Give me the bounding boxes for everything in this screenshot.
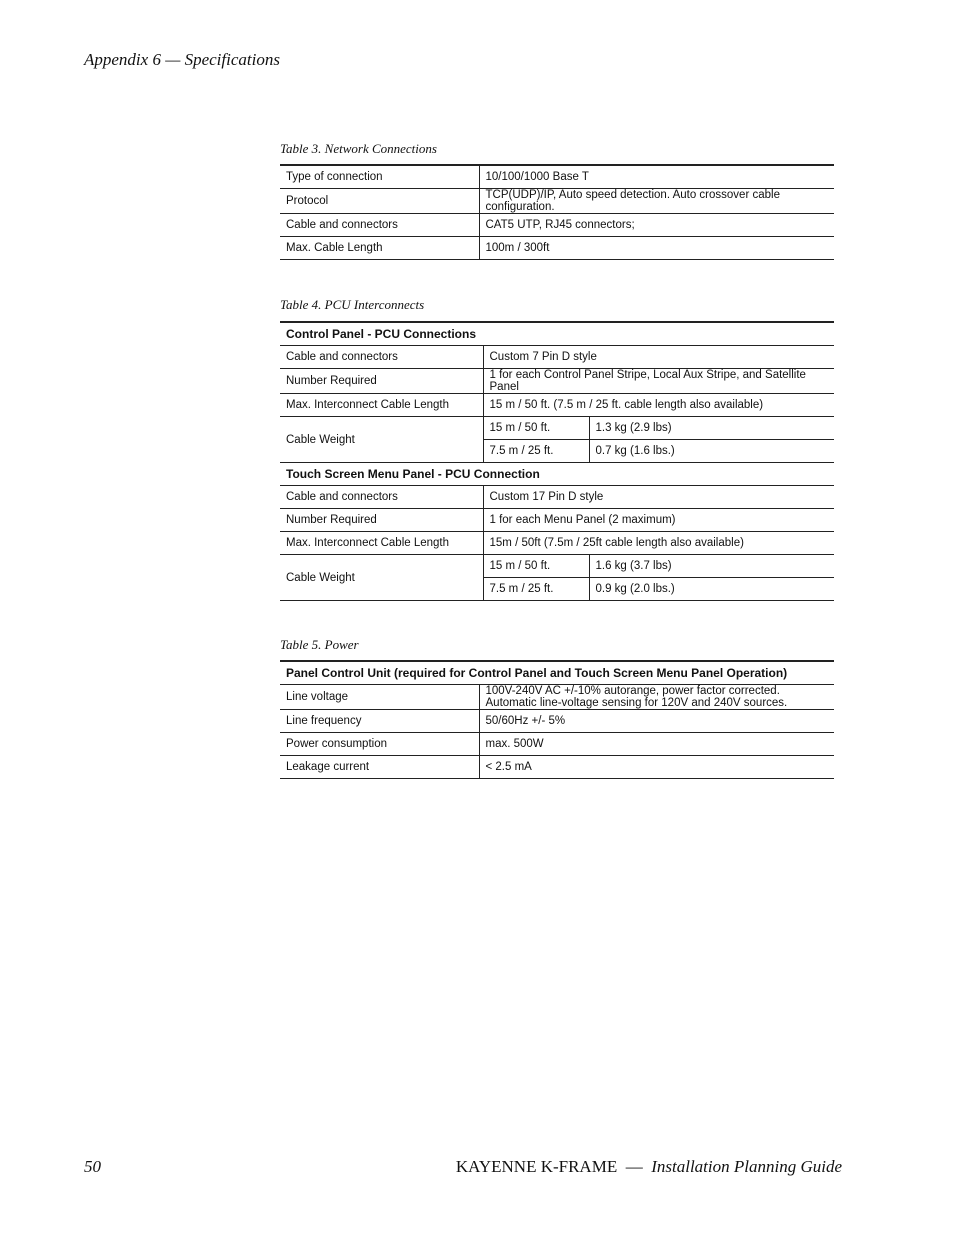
table-row (280, 214, 834, 237)
table-row (280, 532, 834, 555)
table-cell-value: < 2.5 mA (479, 756, 834, 779)
running-head: Appendix 6 — Specifications (84, 50, 280, 69)
table-cell-value: 1 for each Menu Panel (2 maximum) (483, 509, 834, 532)
table-cell-value: 50/60Hz +/- 5% (479, 710, 834, 733)
table-cell-label: Number Required (280, 369, 483, 394)
table-row (280, 733, 834, 756)
table-cell-label: Cable and connectors (280, 214, 479, 237)
table-cell-length: 15 m / 50 ft. (483, 417, 589, 440)
table-cell-value: 100m / 300ft (479, 237, 834, 260)
section-title: Control Panel - PCU Connections (280, 322, 834, 346)
table-row (280, 369, 834, 394)
table-row (280, 237, 834, 260)
table-cell-value: max. 500W (479, 733, 834, 756)
network-connections-table (280, 164, 834, 260)
table-row (280, 486, 834, 509)
table5-caption: Table 5. Power (280, 637, 359, 652)
table-cell-length: 7.5 m / 25 ft. (483, 440, 589, 463)
table3-caption: Table 3. Network Connections (280, 141, 437, 156)
table-cell-label: Max. Interconnect Cable Length (280, 394, 483, 417)
table-cell-label: Leakage current (280, 756, 479, 779)
table-section-header (280, 322, 834, 346)
table-cell-value: TCP(UDP)/IP, Auto speed detection. Auto crossover cable configuration. (479, 189, 834, 214)
footer-guide: Installation Planning Guide (651, 1157, 842, 1176)
table-row (280, 509, 834, 532)
footer-product: KAYENNE K-FRAME (455, 1157, 618, 1176)
table-cell-value: CAT5 UTP, RJ45 connectors; (479, 214, 834, 237)
table-section-header (280, 661, 834, 685)
table-cell-label: Power consumption (280, 733, 479, 756)
table-row (280, 189, 834, 214)
pcu-interconnects-table (280, 321, 834, 601)
table-cell-label: Max. Interconnect Cable Length (280, 532, 483, 555)
table-row (280, 165, 834, 189)
table-cell-label: Cable and connectors (280, 486, 483, 509)
table-cell-value: Custom 17 Pin D style (483, 486, 834, 509)
table-cell-value: Custom 7 Pin D style (483, 346, 834, 369)
table-cell-weight: 1.6 kg (3.7 lbs) (589, 555, 834, 578)
table-row (280, 685, 834, 710)
table-cell-value: 15 m / 50 ft. (7.5 m / 25 ft. cable length also available) (483, 394, 834, 417)
page-number: 50 (84, 1157, 101, 1176)
table-cell-length: 15 m / 50 ft. (483, 555, 589, 578)
table-row (280, 555, 834, 578)
table-cell-label: Type of connection (280, 165, 479, 189)
table-cell-value: 100V-240V AC +/-10% autorange, power factor corrected. Automatic line-voltage sensing for 120V and 240V sources. (479, 685, 834, 710)
table-cell-label: Max. Cable Length (280, 237, 479, 260)
table-cell-value: 1 for each Control Panel Stripe, Local Aux Stripe, and Satellite Panel (483, 369, 834, 394)
section-title: Touch Screen Menu Panel - PCU Connection (280, 463, 834, 486)
table-row (280, 756, 834, 779)
table-row (280, 417, 834, 440)
table-cell-value: 15m / 50ft (7.5m / 25ft cable length also available) (483, 532, 834, 555)
table-row (280, 394, 834, 417)
table-cell-label: Protocol (280, 189, 479, 214)
table4-caption: Table 4. PCU Interconnects (280, 297, 425, 312)
table-cell-label: Line frequency (280, 710, 479, 733)
footer-separator: — (625, 1157, 643, 1176)
table-cell-label: Cable Weight (280, 555, 483, 601)
section-title: Panel Control Unit (required for Control Panel and Touch Screen Menu Panel Operation) (280, 661, 834, 685)
table-cell-value: 10/100/1000 Base T (479, 165, 834, 189)
table-cell-label: Number Required (280, 509, 483, 532)
table-cell-label: Cable Weight (280, 417, 483, 463)
table-cell-weight: 0.7 kg (1.6 lbs.) (589, 440, 834, 463)
footer-title (456, 1157, 842, 1177)
table-row (280, 346, 834, 369)
table-section-header (280, 463, 834, 486)
table-cell-label: Line voltage (280, 685, 479, 710)
table-cell-weight: 0.9 kg (2.0 lbs.) (589, 578, 834, 601)
table-cell-weight: 1.3 kg (2.9 lbs) (589, 417, 834, 440)
table-cell-label: Cable and connectors (280, 346, 483, 369)
power-table (280, 660, 834, 779)
table-row (280, 710, 834, 733)
table-cell-length: 7.5 m / 25 ft. (483, 578, 589, 601)
